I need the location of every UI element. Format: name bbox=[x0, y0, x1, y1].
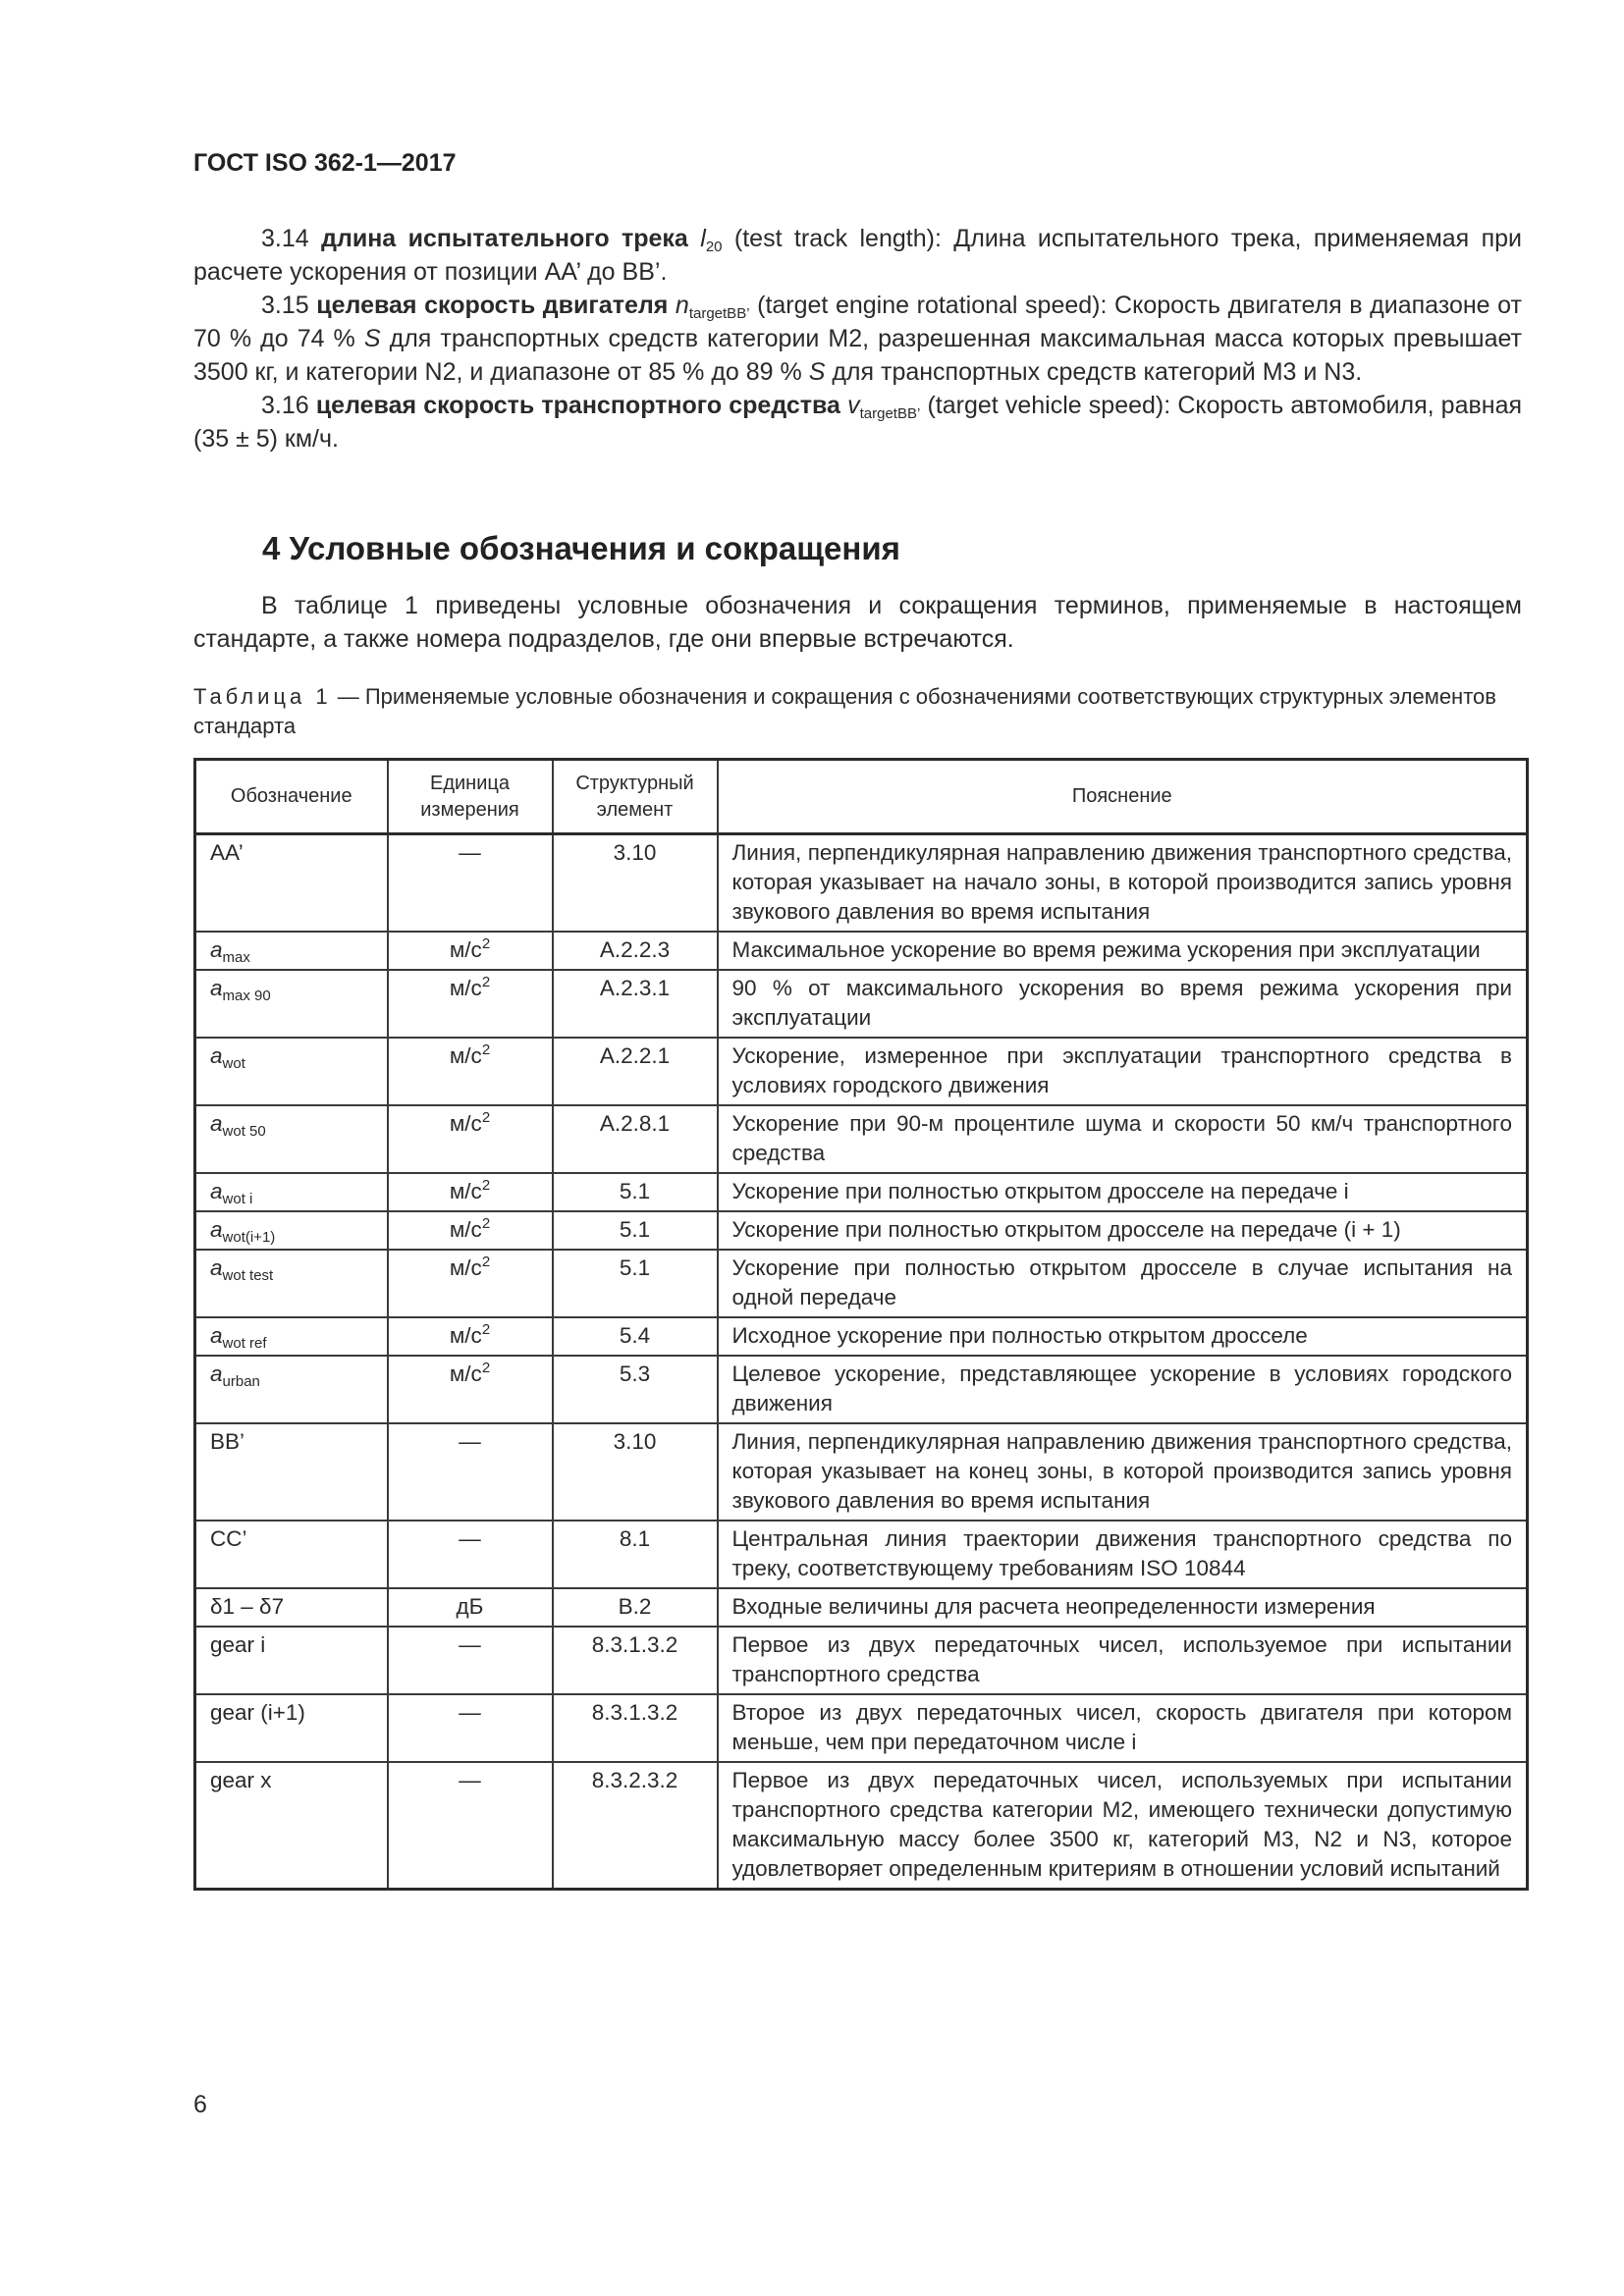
cell-element: 8.3.2.3.2 bbox=[553, 1762, 718, 1890]
table-row bbox=[195, 1762, 1528, 1890]
cell-unit: $м/с^2$ bbox=[388, 1211, 553, 1250]
definition-symbol: n bbox=[675, 292, 689, 319]
table-row bbox=[195, 1356, 1528, 1423]
cell-unit: $м/с^2$ bbox=[388, 1317, 553, 1356]
table-row bbox=[195, 1211, 1528, 1250]
table-caption-label: Таблица 1 bbox=[193, 684, 332, 709]
table-row bbox=[195, 1250, 1528, 1317]
cell-symbol: ВВ’ bbox=[195, 1423, 388, 1521]
cell-unit: — bbox=[388, 1627, 553, 1694]
cell-description: Линия, перпендикулярная направлению движения транспортного средства, которая указывает на конец зоны, в которой производится запись уровня звукового давления во время испытания bbox=[718, 1423, 1528, 1521]
cell-element: А.2.8.1 bbox=[553, 1105, 718, 1173]
cell-element: 8.1 bbox=[553, 1521, 718, 1588]
definition-3-15 bbox=[193, 289, 1522, 389]
cell-unit: — bbox=[388, 1762, 553, 1890]
cell-unit: $м/с^2$ bbox=[388, 1356, 553, 1423]
cell-description: Целевое ускорение, представляющее ускорение в условиях городского движения bbox=[718, 1356, 1528, 1423]
definition-english: (target vehicle speed): bbox=[927, 392, 1171, 419]
cell-unit: — bbox=[388, 1694, 553, 1762]
table-row bbox=[195, 1038, 1528, 1105]
cell-unit: — bbox=[388, 834, 553, 933]
table-row bbox=[195, 1173, 1528, 1211]
cell-element: 8.3.1.3.2 bbox=[553, 1694, 718, 1762]
cell-element: 5.1 bbox=[553, 1211, 718, 1250]
cell-element: А.2.2.1 bbox=[553, 1038, 718, 1105]
definition-3-16 bbox=[193, 389, 1522, 455]
cell-symbol: $a_{wot ref}$ bbox=[195, 1317, 388, 1356]
table-row bbox=[195, 1694, 1528, 1762]
cell-symbol: $a_{wot test}$ bbox=[195, 1250, 388, 1317]
cell-element: А.2.2.3 bbox=[553, 932, 718, 970]
table-header-row bbox=[195, 760, 1528, 834]
cell-element: 3.10 bbox=[553, 1423, 718, 1521]
definition-text: Скорость автомобиля, равная (35 ± 5) км/ч. bbox=[193, 392, 1523, 453]
cell-unit: — bbox=[388, 1521, 553, 1588]
cell-unit: $м/с^2$ bbox=[388, 932, 553, 970]
table-row bbox=[195, 1521, 1528, 1588]
cell-symbol: $a_{max 90}$ bbox=[195, 970, 388, 1038]
cell-unit: $м/с^2$ bbox=[388, 1105, 553, 1173]
cell-element: А.2.3.1 bbox=[553, 970, 718, 1038]
cell-element: 5.1 bbox=[553, 1173, 718, 1211]
cell-element: 5.4 bbox=[553, 1317, 718, 1356]
definition-number: 3.15 bbox=[261, 292, 309, 319]
cell-symbol: $a_{wot}$ bbox=[195, 1038, 388, 1105]
table-row bbox=[195, 1627, 1528, 1694]
table-row bbox=[195, 1423, 1528, 1521]
cell-element: В.2 bbox=[553, 1588, 718, 1627]
cell-symbol: gear i bbox=[195, 1627, 388, 1694]
page-number: 6 bbox=[193, 2091, 207, 2118]
definition-text: Длина испытательного трека, применяемая при расчете ускорения от позиции АА’ до ВВ’. bbox=[193, 225, 1522, 286]
definition-symbol-sub: targetBB’ bbox=[688, 305, 750, 322]
cell-symbol: АА’ bbox=[195, 834, 388, 933]
cell-element: 8.3.1.3.2 bbox=[553, 1627, 718, 1694]
cell-symbol: СС’ bbox=[195, 1521, 388, 1588]
cell-description: Ускорение, измеренное при эксплуатации транспортного средства в условиях городского движения bbox=[718, 1038, 1528, 1105]
table-caption bbox=[193, 682, 1522, 741]
column-header-description: Пояснение bbox=[718, 760, 1528, 834]
cell-element: 3.10 bbox=[553, 834, 718, 933]
cell-description: Исходное ускорение при полностью открытом дросселе bbox=[718, 1317, 1528, 1356]
cell-description: Второе из двух передаточных чисел, скорость двигателя при котором меньше, чем при передаточном числе i bbox=[718, 1694, 1528, 1762]
cell-unit: дБ bbox=[388, 1588, 553, 1627]
cell-description: Центральная линия траектории движения транспортного средства по треку, соответствующему требованиям ISO 10844 bbox=[718, 1521, 1528, 1588]
cell-description: Ускорение при 90-м процентиле шума и скорости 50 км/ч транспортного средства bbox=[718, 1105, 1528, 1173]
cell-unit: $м/с^2$ bbox=[388, 1038, 553, 1105]
cell-symbol: gear x bbox=[195, 1762, 388, 1890]
definition-symbol: v bbox=[847, 392, 860, 419]
column-header-unit: Единица измерения bbox=[388, 760, 553, 834]
definition-term: целевая скорость двигателя bbox=[316, 292, 669, 319]
definition-text: Скорость двигателя в диапазоне от 70 % до 74 % S для транспортных средств категории М2, разрешенная максимальная масса которых превышает 3500 кг, и категории N2, и диапазоне от 85 % до 89 % S для транспортных средств категорий М3 и N3. bbox=[193, 292, 1523, 386]
definition-3-14 bbox=[193, 222, 1522, 289]
definition-term: целевая скорость транспортного средства bbox=[315, 392, 840, 419]
cell-symbol: $a_{wot(i+1)}$ bbox=[195, 1211, 388, 1250]
cell-symbol: $a_{urban}$ bbox=[195, 1356, 388, 1423]
cell-description: Максимальное ускорение во время режима ускорения при эксплуатации bbox=[718, 932, 1528, 970]
cell-description: Ускорение при полностью открытом дросселе на передаче (i + 1) bbox=[718, 1211, 1528, 1250]
cell-element: 5.3 bbox=[553, 1356, 718, 1423]
table-row bbox=[195, 834, 1528, 933]
table-row bbox=[195, 1588, 1528, 1627]
table-row bbox=[195, 932, 1528, 970]
definitions-block bbox=[193, 222, 1522, 455]
section-intro: В таблице 1 приведены условные обозначения и сокращения терминов, применяемые в настоящем стандарте, а также номера подразделов, где они впервые встречаются. bbox=[193, 592, 1522, 653]
cell-symbol: $a_{wot 50}$ bbox=[195, 1105, 388, 1173]
cell-unit: $м/с^2$ bbox=[388, 1250, 553, 1317]
cell-description: Ускорение при полностью открытом дросселе в случае испытания на одной передаче bbox=[718, 1250, 1528, 1317]
cell-symbol: $a_{max}$ bbox=[195, 932, 388, 970]
cell-symbol: gear (i+1) bbox=[195, 1694, 388, 1762]
document-header: ГОСТ ISO 362-1—2017 bbox=[193, 149, 457, 177]
cell-symbol: $a_{wot i}$ bbox=[195, 1173, 388, 1211]
cell-description: 90 % от максимального ускорения во время режима ускорения при эксплуатации bbox=[718, 970, 1528, 1038]
column-header-symbol: Обозначение bbox=[195, 760, 388, 834]
definition-symbol: l bbox=[700, 225, 706, 252]
definition-english: (test track length): bbox=[733, 225, 942, 252]
table-row bbox=[195, 1317, 1528, 1356]
cell-description: Ускорение при полностью открытом дросселе на передаче i bbox=[718, 1173, 1528, 1211]
section-title: 4 Условные обозначения и сокращения bbox=[262, 530, 900, 566]
cell-unit: — bbox=[388, 1423, 553, 1521]
definition-number: 3.14 bbox=[261, 225, 309, 252]
cell-symbol: δ1 – δ7 bbox=[195, 1588, 388, 1627]
cell-element: 5.1 bbox=[553, 1250, 718, 1317]
definition-number: 3.16 bbox=[261, 392, 309, 419]
table-row bbox=[195, 970, 1528, 1038]
table-body bbox=[195, 834, 1528, 1890]
cell-unit: $м/с^2$ bbox=[388, 1173, 553, 1211]
table-row bbox=[195, 1105, 1528, 1173]
column-header-element: Структурный элемент bbox=[553, 760, 718, 834]
symbols-table bbox=[193, 758, 1529, 1891]
cell-description: Входные величины для расчета неопределенности измерения bbox=[718, 1588, 1528, 1627]
definition-term: длина испытательного трека bbox=[321, 225, 688, 252]
definition-symbol-sub: 20 bbox=[705, 239, 723, 255]
cell-description: Первое из двух передаточных чисел, используемых при испытании транспортного средства категории М2, имеющего технически допустимую максимальную массу более 3500 кг, категорий М3, N2 и N3, которое удовлетворяет определенным критериям в отношении условий испытаний bbox=[718, 1762, 1528, 1890]
cell-unit: $м/с^2$ bbox=[388, 970, 553, 1038]
cell-description: Линия, перпендикулярная направлению движения транспортного средства, которая указывает на начало зоны, в которой производится запись уровня звукового давления во время испытания bbox=[718, 834, 1528, 933]
definition-english: (target engine rotational speed): bbox=[757, 292, 1108, 319]
table-caption-text: — Применяемые условные обозначения и сокращения с обозначениями соответствующих структурных элементов стандарта bbox=[193, 684, 1496, 738]
definition-symbol-sub: targetBB’ bbox=[859, 405, 921, 422]
cell-description: Первое из двух передаточных чисел, используемое при испытании транспортного средства bbox=[718, 1627, 1528, 1694]
